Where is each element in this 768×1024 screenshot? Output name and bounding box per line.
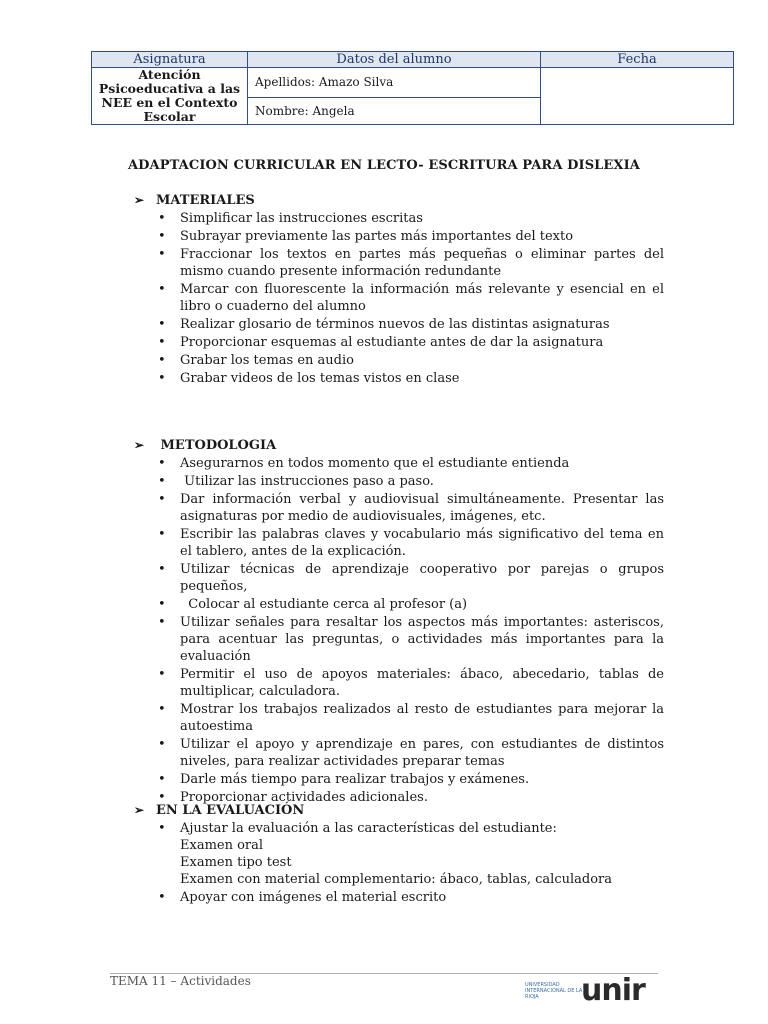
logo-caption: UNIVERSIDAD INTERNACIONAL DE LA RIOJA bbox=[525, 982, 583, 1000]
subline: Examen oral bbox=[180, 838, 264, 853]
list-item: • Fraccionar los textos en partes más pequeñas o eliminar partes del mismo cuando presente información redundante bbox=[134, 246, 664, 280]
section-heading: MATERIALES bbox=[156, 192, 255, 208]
list-item: • Dar información verbal y audiovisual simultáneamente. Presentar las asignaturas por medio de audiovisuales, imágenes, etc. bbox=[134, 491, 664, 525]
list-item: • Proporcionar esquemas al estudiante antes de dar la asignatura bbox=[134, 334, 664, 351]
section-heading: METODOLOGIA bbox=[156, 437, 277, 453]
subline: Examen tipo test bbox=[180, 855, 292, 870]
header-table bbox=[91, 51, 734, 125]
surnames-cell: Apellidos: Amazo Silva bbox=[248, 68, 541, 98]
list-item: • Asegurarnos en todos momento que el estudiante entienda bbox=[134, 455, 664, 472]
col-subject-header: Asignatura bbox=[92, 52, 248, 68]
list-item: • Utilizar señales para resaltar los aspectos más importantes: asteriscos, para acentuar las preguntas, o actividades más importantes para la evaluación bbox=[134, 614, 664, 665]
list-item: • Apoyar con imágenes el material escrito bbox=[134, 889, 664, 906]
list-item: • Realizar glosario de términos nuevos de las distintas asignaturas bbox=[134, 316, 664, 333]
subline: Examen con material complementario: ábaco, tablas, calculadora bbox=[180, 872, 613, 887]
list-item: • Subrayar previamente las partes más importantes del texto bbox=[134, 228, 664, 245]
list-item: • Grabar videos de los temas vistos en clase bbox=[134, 370, 664, 387]
arrow-bullet-icon: ➢ bbox=[134, 437, 145, 452]
list-item: • Permitir el uso de apoyos materiales: ábaco, abecedario, tablas de multiplicar, calculadora. bbox=[134, 666, 664, 700]
section-metodologia bbox=[134, 436, 664, 807]
name-cell: Nombre: Angela bbox=[248, 97, 541, 124]
date-cell bbox=[541, 68, 734, 125]
list-item bbox=[134, 820, 664, 888]
list-item: • Utilizar el apoyo y aprendizaje en pares, con estudiantes de distintos niveles, para realizar actividades preparar temas bbox=[134, 736, 664, 770]
list-item: • Mostrar los trabajos realizados al resto de estudiantes para mejorar la autoestima bbox=[134, 701, 664, 735]
list-item: • Darle más tiempo para realizar trabajos y exámenes. bbox=[134, 771, 664, 788]
list-item: • Utilizar las instrucciones paso a paso. bbox=[134, 473, 664, 490]
logo-wordmark: unir bbox=[581, 973, 645, 1008]
col-date-header: Fecha bbox=[541, 52, 734, 68]
list-item: • Colocar al estudiante cerca al profesor (a) bbox=[134, 596, 664, 613]
document-title: ADAPTACION CURRICULAR EN LECTO- ESCRITURA PARA DISLEXIA bbox=[128, 158, 640, 173]
list-item: • Marcar con fluorescente la información más relevante y esencial en el libro o cuaderno del alumno bbox=[134, 281, 664, 315]
section-heading: EN LA EVALUACIÓN bbox=[156, 802, 305, 818]
section-evaluacion bbox=[134, 801, 664, 907]
metodologia-list bbox=[134, 455, 664, 806]
list-item: • Grabar los temas en audio bbox=[134, 352, 664, 369]
footer-text: TEMA 11 – Actividades bbox=[110, 974, 251, 988]
list-item: • Simplificar las instrucciones escritas bbox=[134, 210, 664, 227]
list-item: • Proporcionar actividades adicionales. bbox=[134, 789, 664, 806]
arrow-bullet-icon: ➢ bbox=[134, 192, 145, 207]
arrow-bullet-icon: ➢ bbox=[134, 802, 145, 817]
list-item: • Escribir las palabras claves y vocabulario más significativo del tema en el tablero, antes de la explicación. bbox=[134, 526, 664, 560]
unir-logo bbox=[525, 973, 645, 1008]
subject-cell: Atención Psicoeducativa a las NEE en el Contexto Escolar bbox=[92, 68, 248, 125]
list-item-text: Ajustar la evaluación a las características del estudiante: bbox=[180, 821, 557, 836]
evaluacion-list bbox=[134, 820, 664, 906]
section-materiales bbox=[134, 191, 664, 388]
list-item: • Utilizar técnicas de aprendizaje cooperativo por parejas o grupos pequeños, bbox=[134, 561, 664, 595]
col-student-header: Datos del alumno bbox=[248, 52, 541, 68]
materiales-list bbox=[134, 210, 664, 387]
